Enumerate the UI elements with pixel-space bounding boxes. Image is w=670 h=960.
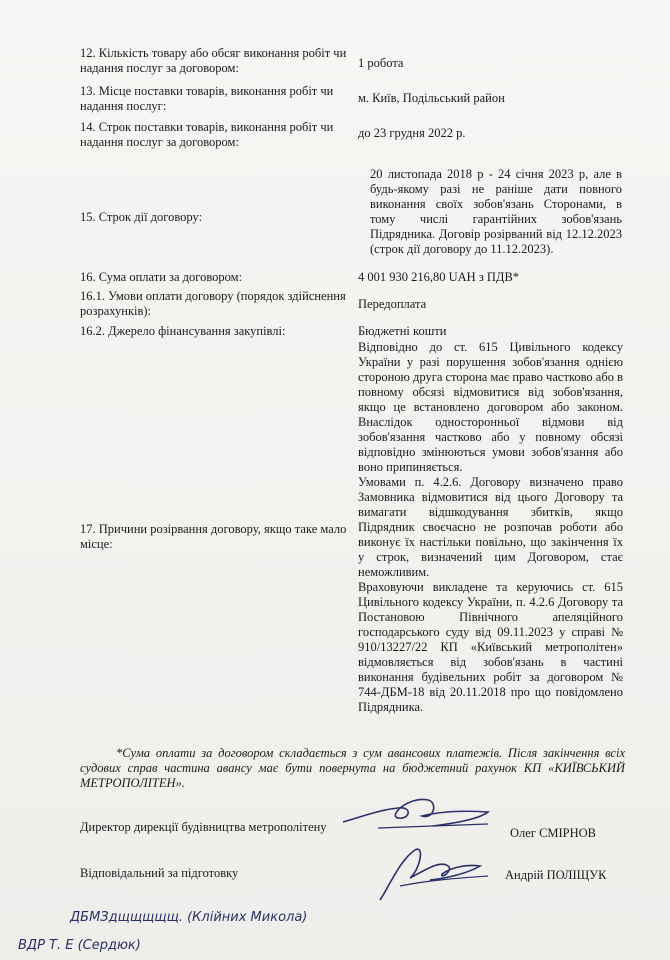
field-14-label: 14. Строк поставки товарів, виконання робіт чи надання послуг за договором: [80, 120, 334, 149]
reason-paragraph-3: Враховуючи викладене та керуючись ст. 615 Цивільного кодексу України, п. 4.2.6 Договору та Постановою Північного апеляційного господарського суду від 09.11.2023 у справі № 910/13227/22 КП «Київський метрополітен» відмовляється від зобов'язань в частині виконання будівельних робіт за договором № 744-ДБМ-18 від 20.11.2018 про що повідомлено Підрядника. [358, 580, 623, 714]
field-16-label: 16. Сума оплати за договором: [80, 270, 243, 284]
field-17-label: 17. Причини розірвання договору, якщо таке мало місце: [80, 522, 347, 551]
handwritten-note-1: ДБМЗдщщщщщ. (Клійних Микола) [70, 910, 308, 925]
field-15-value: 20 листопада 2018 р - 24 січня 2023 р, але в будь-якому разі не раніше дати повного виконання своїх зобов'язань Сторонами, в тому числі гарантійних зобов'язань Підрядника. Договір розірваний від 12.12.2023 (строк дії договору до 11.12.2023). [370, 167, 622, 256]
signatory-2-name: Андрій ПОЛІЩУК [505, 868, 607, 882]
signatory-1-position: Директор дирекції будівництва метрополітену [80, 820, 327, 834]
signatory-1-name: Олег СМІРНОВ [510, 826, 597, 840]
field-12-label: 12. Кількість товару або обсяг виконання робіт чи надання послуг за договором: [80, 46, 347, 75]
field-16-1-label: 16.1. Умови оплати договору (порядок здійснення розрахунків): [80, 289, 346, 318]
field-12-value: 1 робота [358, 56, 404, 70]
field-15-label: 15. Строк дії договору: [80, 210, 203, 224]
signatory-2-position: Відповідальний за підготовку [80, 866, 239, 880]
field-13-value: м. Київ, Подільський район [358, 91, 505, 105]
reason-paragraph-2: Умовами п. 4.2.6. Договору визначено право Замовника відмовитися від цього Договору та вимагати відшкодування збитків, якщо Підрядник своєчасно не розпочав роботи або виконує їх настільки повільно, що закінчення їх у строк, визначений цим Договором, стає неможливим. [358, 475, 623, 579]
footnote: *Сума оплати за договором складається з сум авансових платежів. Після закінчення всіх судових справ частина авансу має бути повернута на бюджетний рахунок КП «КИЇВСЬКИЙ МЕТРОПОЛІТЕН». [80, 746, 625, 790]
field-13-label: 13. Місце поставки товарів, виконання робіт чи надання послуг: [80, 84, 334, 113]
signature-2-mark [370, 830, 500, 910]
reason-paragraph-1: Відповідно до ст. 615 Цивільного кодексу України у разі порушення зобов'язання однією стороною друга сторона має право частково або в повному обсязі відмовитися від зобов'язання, якщо це встановлено договором або законом. Внаслідок односторонньої відмови від зобов'язання частково або у повному обсязі відповідно змінюються умови зобов'язання або воно припиняється. [358, 340, 623, 474]
handwritten-note-2: ВДР Т. Е (Сердюк) [18, 938, 141, 953]
field-16-2-value: Бюджетні кошти [358, 324, 447, 338]
field-16-2-label: 16.2. Джерело фінансування закупівлі: [80, 324, 286, 338]
field-17-value [358, 340, 623, 715]
field-14-value: до 23 грудня 2022 р. [358, 126, 466, 140]
field-16-value: 4 001 930 216,80 UAH з ПДВ* [358, 270, 520, 284]
field-16-1-value: Передоплата [358, 297, 427, 311]
